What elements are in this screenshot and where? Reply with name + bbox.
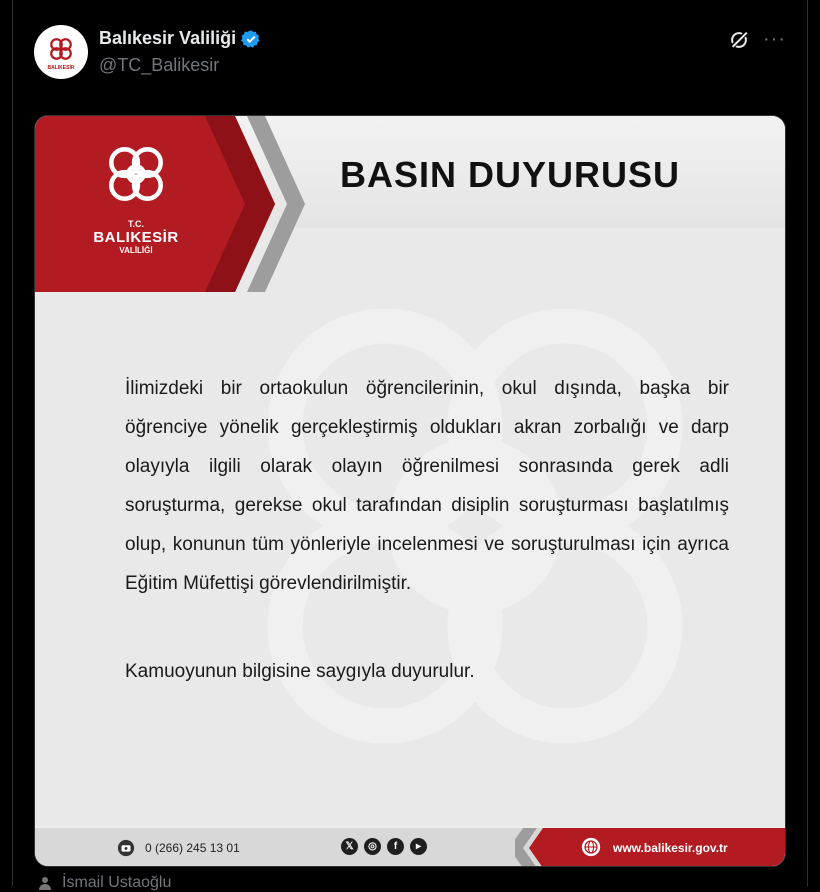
x-icon: 𝕏: [341, 838, 358, 855]
person-icon: [38, 876, 52, 890]
logo-tc: T.C.: [127, 219, 144, 229]
avatar[interactable]: [34, 25, 88, 79]
instagram-icon: ◎: [364, 838, 381, 855]
facebook-icon: f: [387, 838, 404, 855]
youtube-icon: ▸: [410, 838, 427, 855]
timeline-border-right: [807, 0, 808, 886]
press-release-image[interactable]: [34, 115, 786, 867]
logo-city: BALIKESİR: [93, 229, 179, 246]
user-handle[interactable]: @TC_Balikesir: [99, 55, 220, 75]
footer-band: [35, 828, 786, 867]
more-icon[interactable]: ···: [763, 28, 786, 50]
press-release-closing: Kamuoyunun bilgisine saygıyla duyurulur.: [125, 661, 475, 682]
website-url: www.balikesir.gov.tr: [613, 841, 728, 855]
tagged-user-name: İsmail Ustaoğlu: [62, 874, 172, 891]
press-release-body: İlimizdeki bir ortaokulun öğrencilerinin, okul dışında, başka bir öğrenciye yönelik gerçekleştirmiş oldukları akran zorbalığı ve darp olayıyla ilgili olarak olayın öğrenilmesi sonrasında gerek adli soruşturma, gerekse okul tarafından disiplin soruşturması başlatılmış olup, konunun tüm yönleriyle incelenmesi ve soruşturulması için ayrıca Eğitim Müfettişi görevlendirilmiştir.: [125, 378, 729, 594]
avatar-label: BALIKESİR: [47, 64, 75, 71]
valilik-emblem-icon: [98, 136, 174, 212]
social-icons: [341, 838, 427, 855]
display-name[interactable]: [99, 28, 261, 49]
phone-number: 0 (266) 245 13 01: [145, 841, 240, 855]
display-name-text: Balıkesir Valiliği: [99, 28, 237, 48]
verified-badge-icon: [241, 29, 261, 49]
phone-icon: [117, 839, 135, 857]
valilik-logo-icon: [46, 34, 76, 64]
logo-office: VALİLİĞİ: [119, 246, 153, 255]
balikesir-logo: [93, 136, 179, 255]
timeline-border-left: [12, 0, 13, 886]
grok-icon[interactable]: [728, 29, 750, 51]
globe-icon: [580, 836, 602, 858]
press-release-title: BASIN DUYURUSU: [339, 154, 681, 195]
tagged-user[interactable]: [38, 874, 171, 892]
